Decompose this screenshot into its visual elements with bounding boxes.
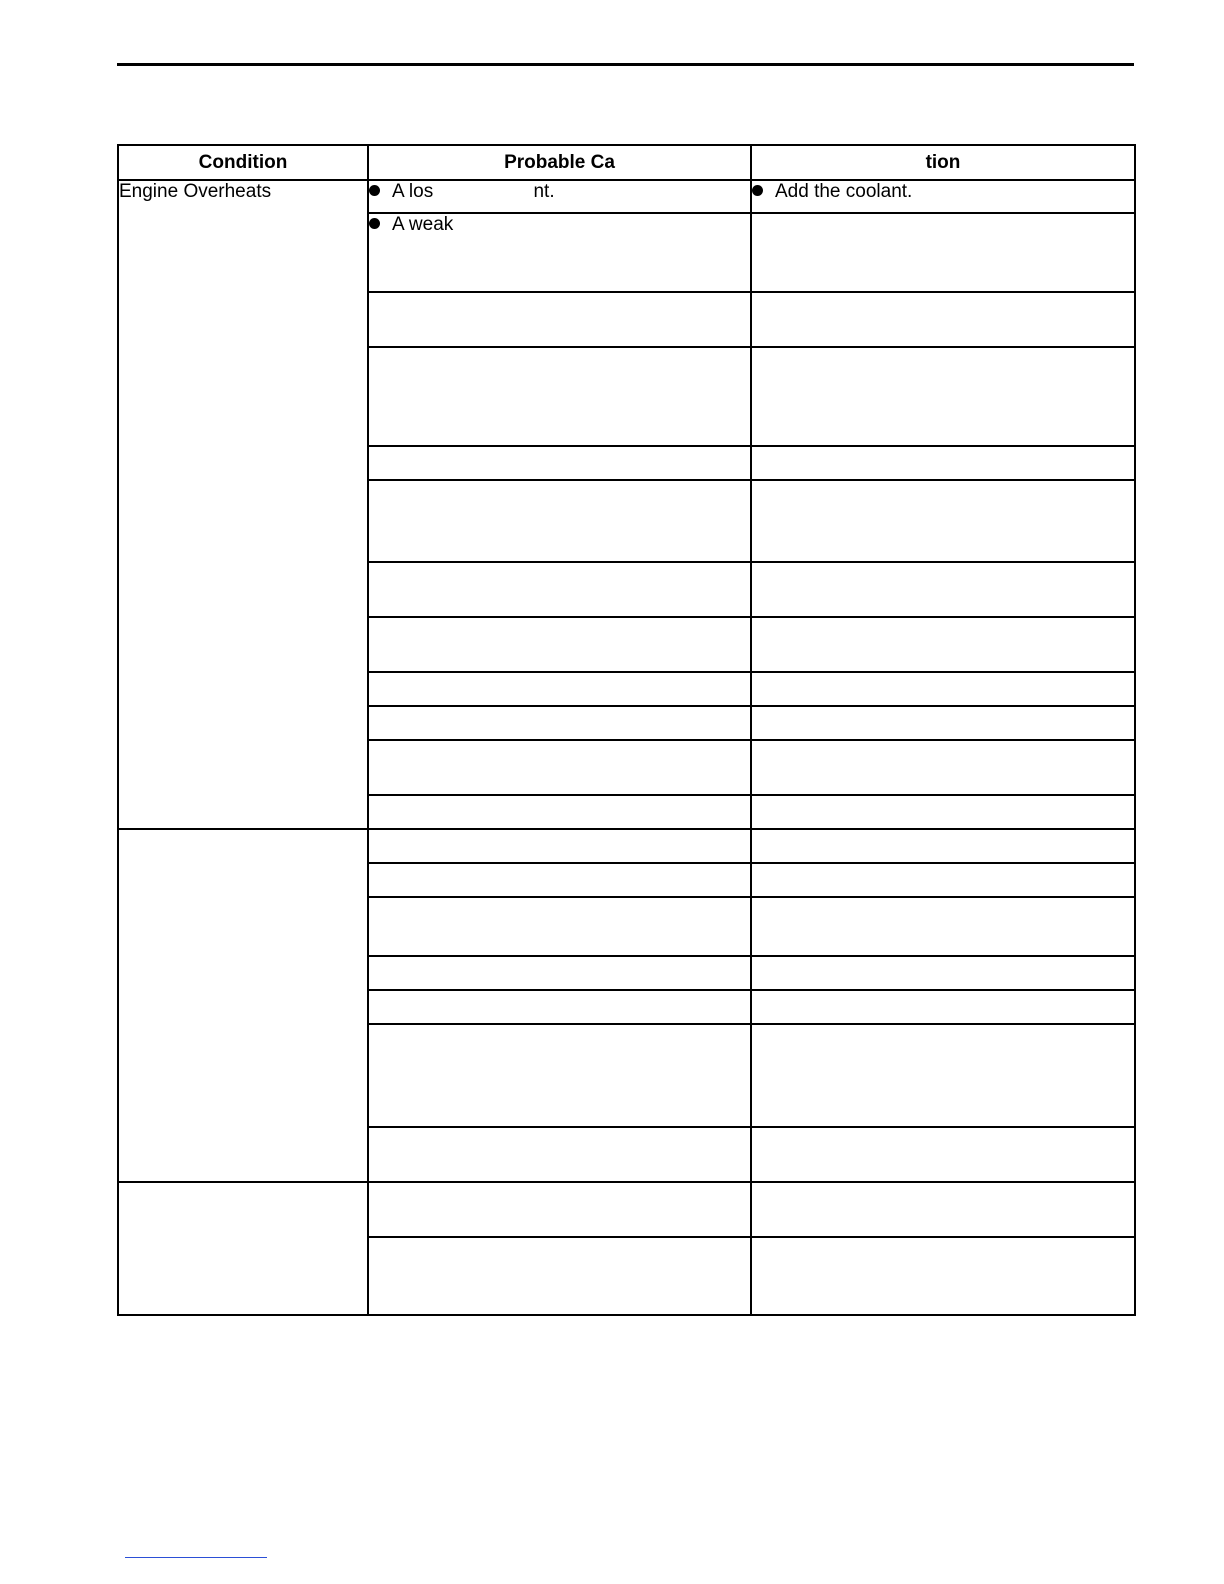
cause-cell bbox=[368, 1127, 751, 1182]
correction-cell bbox=[751, 213, 1135, 292]
table-row bbox=[118, 1182, 1135, 1237]
correction-cell bbox=[751, 480, 1135, 562]
correction-cell bbox=[751, 1237, 1135, 1315]
correction-cell bbox=[751, 1127, 1135, 1182]
cause-cell bbox=[368, 990, 751, 1024]
cause-cell bbox=[368, 740, 751, 795]
cause-cell bbox=[368, 1024, 751, 1127]
correction-cell bbox=[751, 863, 1135, 897]
table-header-row bbox=[118, 145, 1135, 180]
correction-cell bbox=[751, 740, 1135, 795]
correction-cell bbox=[751, 347, 1135, 446]
correction-cell bbox=[751, 562, 1135, 617]
table-row bbox=[118, 829, 1135, 863]
correction-cell bbox=[751, 990, 1135, 1024]
correction-cell bbox=[751, 1182, 1135, 1237]
header-rule bbox=[117, 63, 1134, 66]
header-condition: Condition bbox=[118, 145, 368, 180]
correction-cell bbox=[751, 292, 1135, 347]
bullet-icon bbox=[369, 218, 380, 229]
correction-cell bbox=[751, 795, 1135, 829]
cause-cell bbox=[368, 795, 751, 829]
cause-cell bbox=[368, 347, 751, 446]
header-probable-cause: Probable Ca bbox=[368, 145, 751, 180]
correction-cell bbox=[751, 672, 1135, 706]
header-correction: tion bbox=[751, 145, 1135, 180]
diagnosis-table bbox=[117, 144, 1136, 1316]
cause-cell bbox=[368, 480, 751, 562]
correction-cell bbox=[751, 446, 1135, 480]
bullet-icon bbox=[369, 185, 380, 196]
cause-cell bbox=[368, 213, 751, 292]
condition-cell: Engine Overheats bbox=[118, 180, 368, 829]
cause-cell bbox=[368, 1182, 751, 1237]
bullet-icon bbox=[752, 185, 763, 196]
cause-cell bbox=[368, 829, 751, 863]
cause-cell bbox=[368, 706, 751, 740]
correction-cell bbox=[751, 956, 1135, 990]
cause-cell bbox=[368, 446, 751, 480]
cause-cell bbox=[368, 672, 751, 706]
cause-cell bbox=[368, 562, 751, 617]
correction-text: Add the coolant. bbox=[775, 181, 913, 202]
cause-cell bbox=[368, 863, 751, 897]
cause-cell bbox=[368, 897, 751, 956]
cause-cell bbox=[368, 617, 751, 672]
correction-cell bbox=[751, 829, 1135, 863]
footer-link-underline[interactable] bbox=[125, 1557, 267, 1558]
cause-cell bbox=[368, 180, 751, 213]
cause-text: A weak bbox=[392, 214, 454, 235]
condition-cell bbox=[118, 829, 368, 1182]
condition-cell bbox=[118, 1182, 368, 1315]
table-row bbox=[118, 180, 1135, 213]
cause-cell bbox=[368, 292, 751, 347]
correction-cell bbox=[751, 180, 1135, 213]
correction-cell bbox=[751, 1024, 1135, 1127]
cause-text: A los nt. bbox=[392, 181, 555, 202]
cause-cell bbox=[368, 1237, 751, 1315]
correction-cell bbox=[751, 617, 1135, 672]
correction-cell bbox=[751, 706, 1135, 740]
cause-cell bbox=[368, 956, 751, 990]
correction-cell bbox=[751, 897, 1135, 956]
